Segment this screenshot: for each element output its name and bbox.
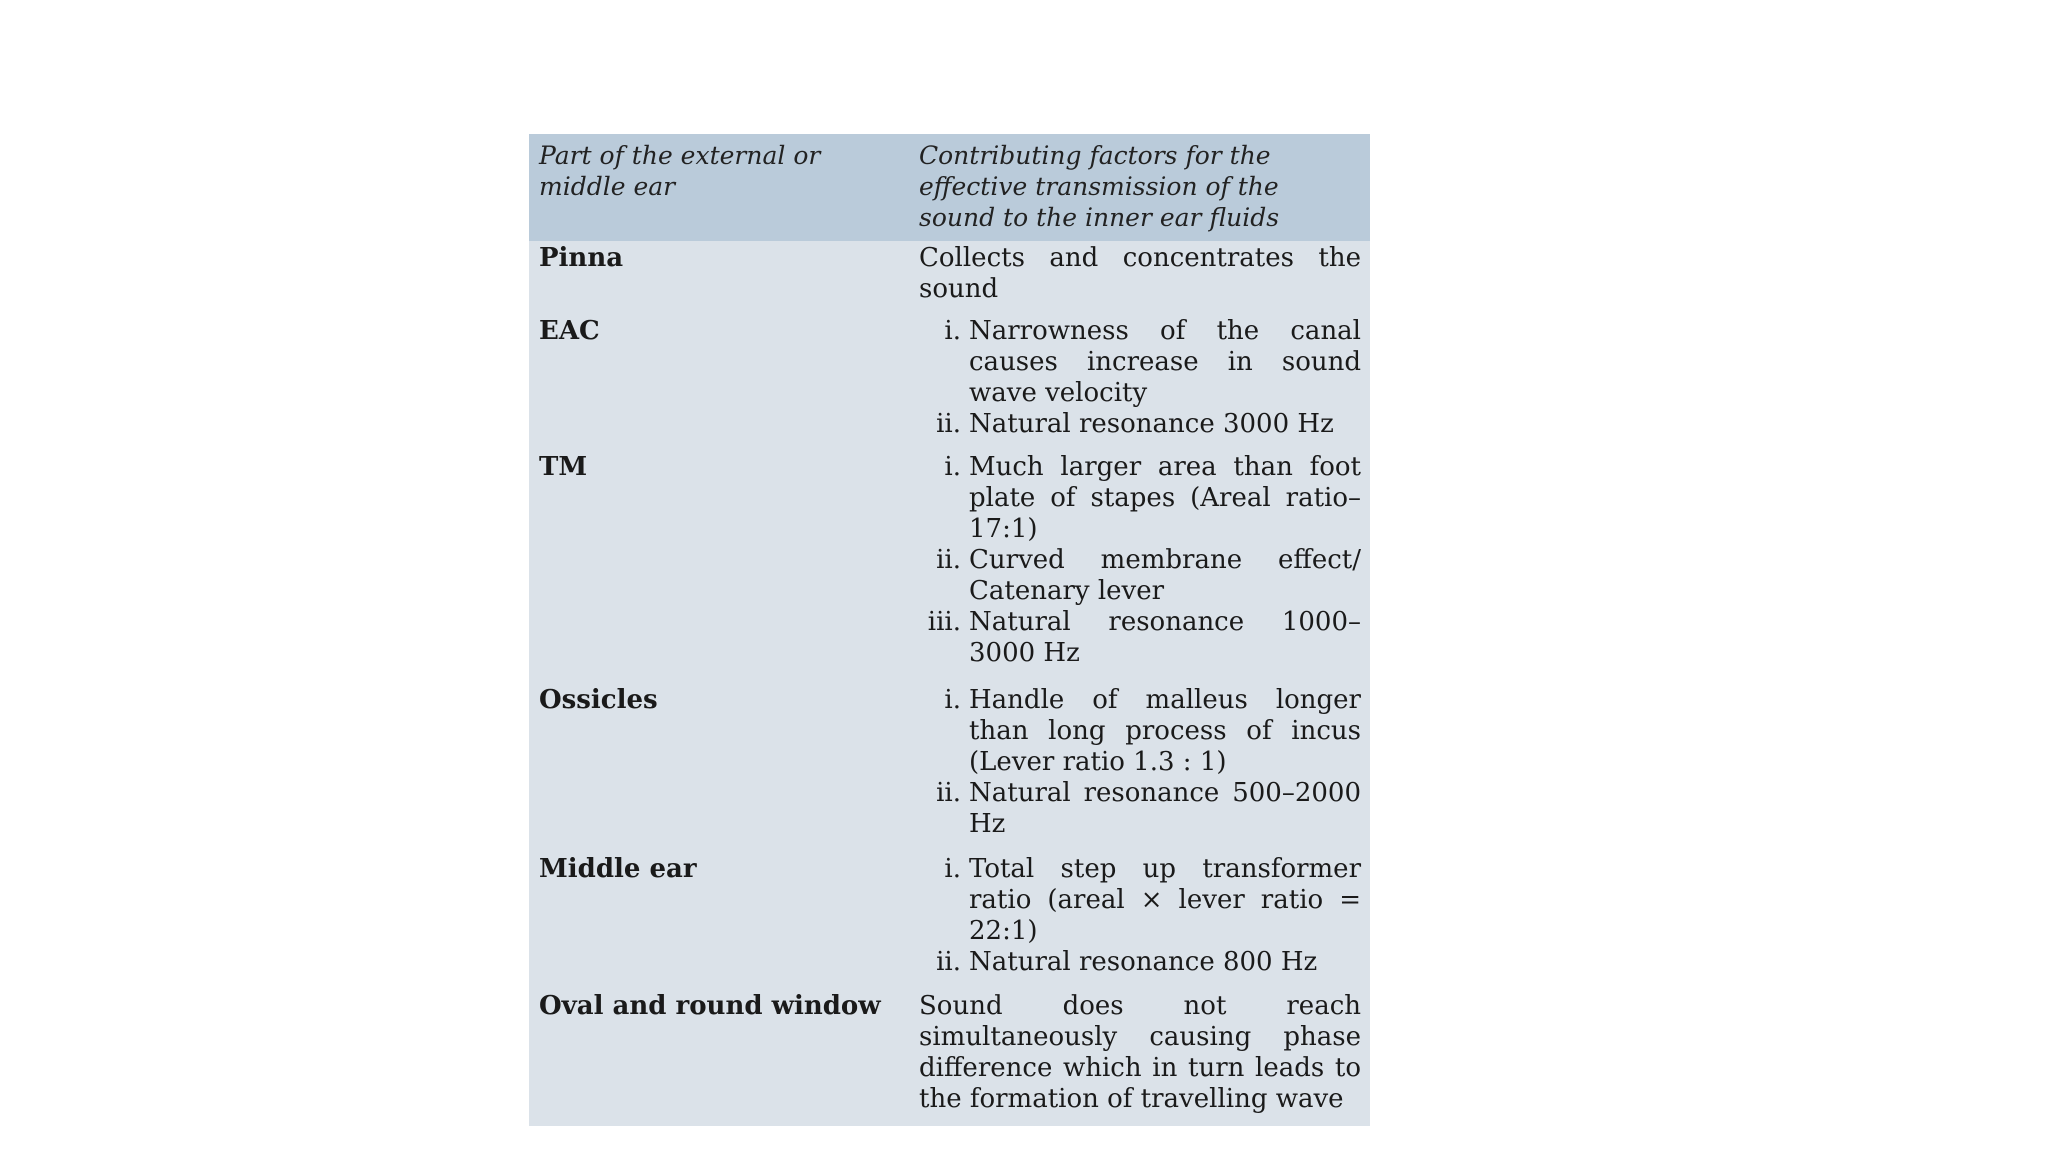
row-part-name: Ossicles [539, 685, 658, 716]
table-header [529, 134, 1370, 241]
factor-list-item [919, 409, 1361, 440]
table-body [529, 241, 1370, 1126]
factor-item-text: Handle of malleus longer than long process of incus (Lever ratio 1.3 : 1) [969, 685, 1361, 778]
factor-text: Sound does not reach simultaneously causing phase difference which in turn leads to the formation of travelling wave [919, 991, 1361, 1115]
factor-item-text: Natural resonance 3000 Hz [969, 408, 1334, 439]
row-factors [909, 241, 1370, 314]
factor-item-text: Natural resonance 800 Hz [969, 947, 1318, 978]
factor-item-number: i. [944, 452, 961, 483]
factor-item-text: Natural resonance 1000–3000 Hz [969, 607, 1361, 669]
factor-list [919, 316, 1361, 440]
factor-item-text: Curved membrane effect/ Catenary lever [969, 545, 1361, 607]
factor-item-number: ii. [936, 947, 961, 978]
factor-item-number: ii. [936, 778, 961, 809]
factor-list-item [919, 607, 1361, 669]
ear-sound-transmission-table [529, 134, 1370, 1126]
factor-item-text: Narrowness of the canal causes increase in sound wave velocity [969, 315, 1361, 408]
factor-list-item [919, 947, 1361, 978]
factor-list-item [919, 685, 1361, 778]
factor-list-item [919, 316, 1361, 409]
row-factors [909, 314, 1370, 451]
factor-list [919, 452, 1361, 669]
table-row [529, 989, 1370, 1126]
row-part-name: Oval and round window [539, 991, 881, 1022]
row-part-name: TM [539, 452, 588, 483]
header-factors: Contributing factors for the effective transmission of the sound to the inner ear fluids [909, 134, 1370, 241]
factor-item-number: ii. [936, 408, 961, 439]
factor-item-number: i. [944, 685, 961, 716]
factor-list-item [919, 778, 1361, 840]
factor-item-number: ii. [936, 545, 961, 576]
row-factors [909, 683, 1370, 852]
factor-item-number: iii. [927, 607, 961, 638]
factor-list-item [919, 854, 1361, 947]
factor-item-number: i. [944, 315, 961, 346]
row-factors [909, 450, 1370, 683]
row-factors [909, 989, 1370, 1126]
row-part-name: Pinna [539, 243, 624, 273]
table-row [529, 852, 1370, 989]
table-row [529, 241, 1370, 314]
factor-item-text: Natural resonance 500–2000 Hz [969, 778, 1361, 840]
table-row [529, 683, 1370, 852]
factor-list-item [919, 545, 1361, 607]
factor-list [919, 854, 1361, 978]
row-factors [909, 852, 1370, 989]
row-part-name: Middle ear [539, 854, 697, 885]
table-row [529, 314, 1370, 451]
row-part-name: EAC [539, 315, 600, 346]
factor-list-item [919, 452, 1361, 545]
factor-item-text: Total step up transformer ratio (areal × lever ratio = 22:1) [969, 854, 1361, 947]
factor-list [919, 685, 1361, 840]
factor-item-text: Much larger area than foot plate of stapes (Areal ratio–17:1) [969, 452, 1361, 545]
factor-text: Collects and concentrates the sound [919, 243, 1361, 304]
header-part: Part of the external or middle ear [529, 134, 909, 241]
header-row [529, 134, 1370, 241]
table-row [529, 450, 1370, 683]
factor-item-number: i. [944, 854, 961, 885]
